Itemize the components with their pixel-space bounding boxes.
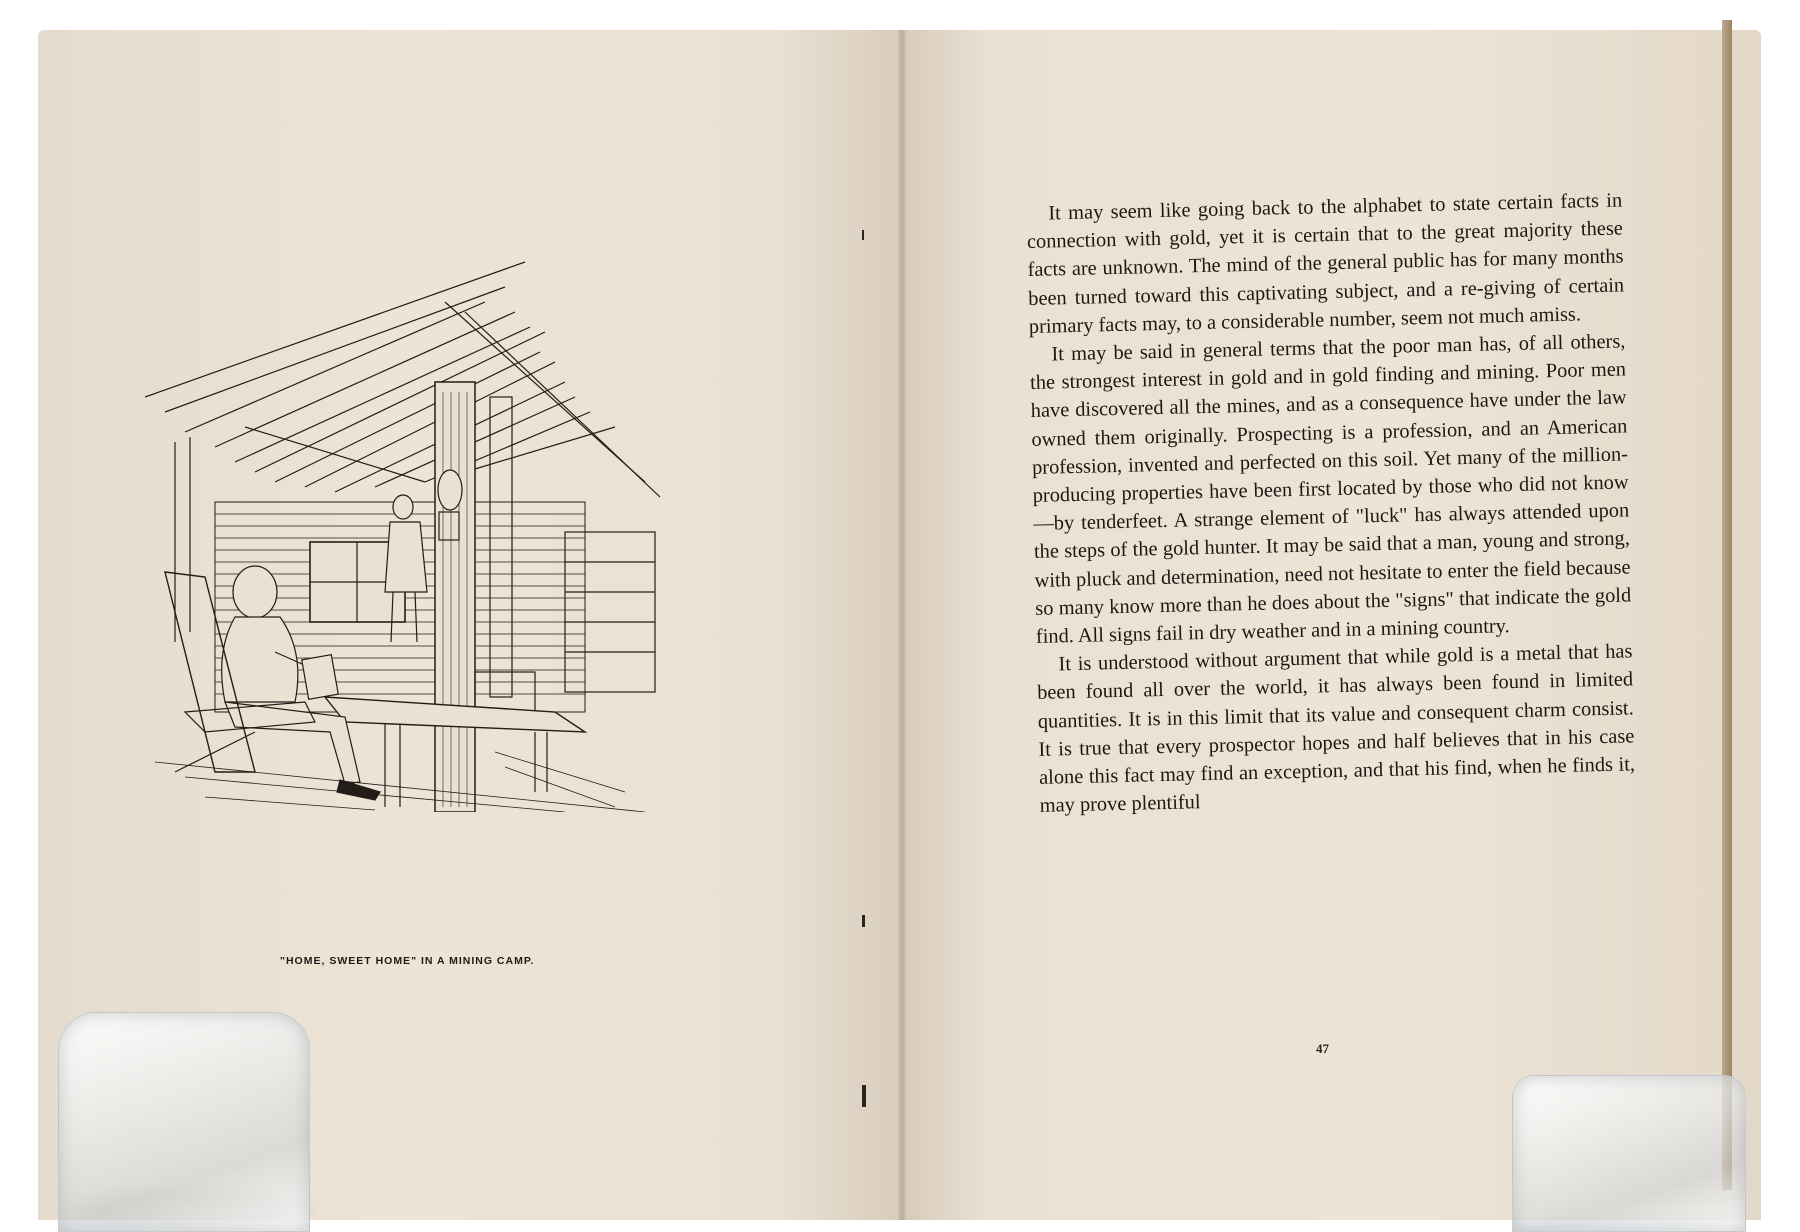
acrylic-book-stand [1512,1075,1746,1232]
paragraph: It is understood without argument that while gold is a metal that has been found all over the world, it has always been found in limited quantities. It is in this limit that its value and consequent charm consist. It is true that every prospector hopes and half believes that in his case alone this fact may find an exception, and that his find, when he finds it, may prove plentiful [1036,640,1636,818]
gutter-binding-mark [862,915,865,927]
paragraph: It may be said in general terms that the poor man has, of all others, the strongest interest in gold and in gold finding and mining. Poor men have discovered all the mines, and as a consequence have under the law owned them originally. Prospecting is a profession, and an American profession, invented and perfected on this soil. Yet many of the million-producing properties have been first located by those who did not know—by tenderfeet. A strange element of "luck" has always attended upon the steps of the gold hunter. It may be said that a man, young and strong, with pluck and determination, need not hesitate to enter the field because so many know more than he does about the "signs" that indicate the gold find. All signs fail in dry weather and in a mining country. [1029,330,1632,648]
page-body-text [1026,186,1636,820]
book-cover-edge [1722,20,1732,1190]
acrylic-book-stand [58,1012,310,1232]
gutter-binding-mark [862,1085,866,1107]
page-number: 47 [1316,1041,1329,1056]
mining-camp-cabin-interior-illustration [145,232,665,812]
illustration-caption: "HOME, SWEET HOME" IN A MINING CAMP. [280,955,535,967]
book-gutter [898,30,906,1220]
gutter-binding-mark [862,230,864,240]
paragraph: It may seem like going back to the alphabet to state certain facts in connection with gold, yet it is certain that to the great majority these facts are unknown. The mind of the general public has for many months been turned toward this captivating subject, and a re-giving of certain primary facts may, to a considerable number, seem not much amiss. [1026,189,1625,338]
